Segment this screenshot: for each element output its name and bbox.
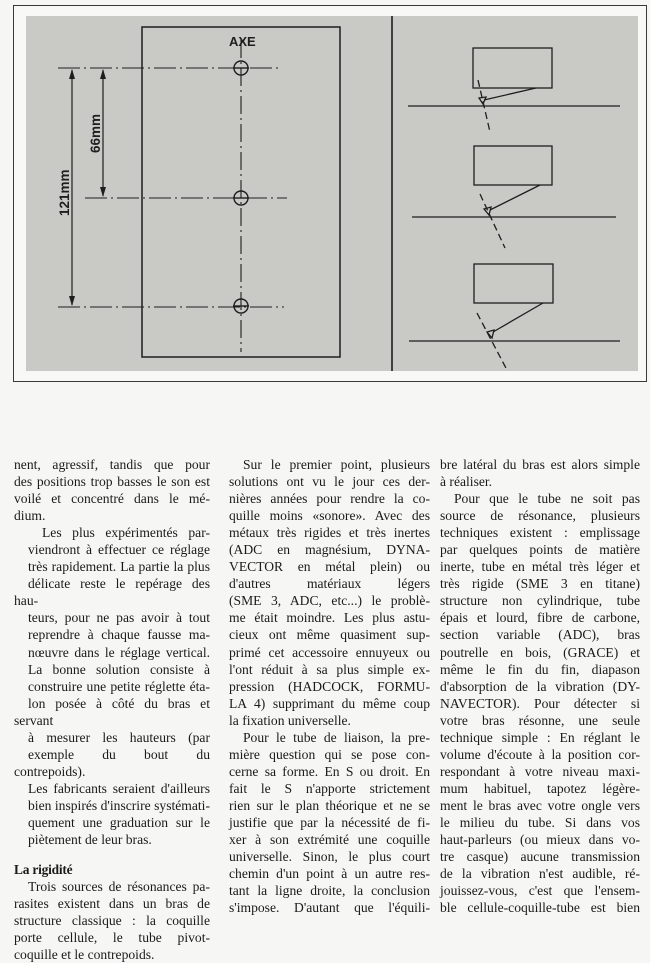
- text-line: viendront à effectuer ce réglage: [28, 542, 210, 558]
- figure-diagram: [0, 0, 650, 390]
- paragraph: [440, 490, 640, 916]
- text-line: exemple du bout du contrepoids).: [14, 746, 210, 779]
- text-line: structure non cylindrique, tube: [440, 593, 640, 609]
- text-line: tre casque) aucune transmission: [440, 849, 640, 865]
- text-line: à mesurer les hauteurs (par: [28, 729, 210, 745]
- dimension-121mm: 121mm: [57, 169, 72, 216]
- text-line: cieux ont même quasiment sup-: [229, 627, 430, 643]
- text-line: voilé et concentré dans le mé-: [14, 491, 210, 507]
- text-line: inerte, tube en métal très léger et: [440, 559, 640, 575]
- text-line: pression (HADCOCK, FORMU-: [229, 678, 430, 694]
- text-line: teurs, pour ne pas avoir à tout: [28, 610, 210, 626]
- text-line: ble cellule-coquille-tube est bien: [440, 900, 640, 916]
- text-line: métaux très rigides et très inertes: [229, 525, 430, 541]
- text-line: fait le S n'apporte strictement: [229, 780, 430, 796]
- text-line: xer à son extrémité une coquille: [229, 832, 430, 848]
- text-line: chemin d'un point à un autre res-: [229, 866, 430, 882]
- text-line: épais et lourd, fibre de carbone,: [440, 610, 640, 626]
- arm-position-middle: [412, 146, 616, 248]
- text-line: Pour que le tube ne soit pas: [454, 491, 640, 507]
- arm-position-high: [408, 48, 620, 132]
- text-line: Sur le premier point, plusieurs: [243, 457, 430, 472]
- text-line: rien sur le plan théorique et ne se: [229, 797, 430, 813]
- text-line: la fixation universelle.: [229, 712, 351, 728]
- text-line: VECTOR en métal plein) ou: [229, 559, 430, 575]
- text-line: votre bras résonne, une seule: [440, 712, 640, 728]
- text-line: (ADC en magnésium, DYNA-: [229, 542, 430, 558]
- paragraph: [229, 729, 430, 917]
- text-line: rasites existent dans un bras de: [14, 896, 210, 912]
- text-line: LA 4) supprimant du même coup: [229, 695, 430, 711]
- text-line: nières années pour rendre la co-: [229, 491, 430, 507]
- text-line: nent, agressif, tandis que pour: [14, 457, 210, 472]
- text-line: primé cet accessoire ennuyeux ou: [229, 644, 430, 660]
- text-line: des positions trop basses le son est: [14, 474, 210, 490]
- text-line: quement une graduation sur le: [28, 814, 210, 830]
- text-line: cerne sa forme. En S ou droit. En: [229, 763, 430, 779]
- text-column-1: [14, 456, 210, 963]
- text-line: lon posée à côté du bras et servant: [14, 695, 210, 728]
- text-line: technique simple : En réglant le: [440, 729, 640, 745]
- text-line: me était moindre. Les plus astu-: [229, 610, 430, 626]
- paragraph: [440, 456, 640, 490]
- text-line: l'ont réduit à sa plus simple ex-: [229, 661, 430, 677]
- text-line: quille moins «sonore». Avec des: [229, 508, 430, 524]
- text-line: à réaliser.: [440, 474, 493, 490]
- text-line: bre latéral du bras est alors simple: [440, 457, 640, 472]
- paragraph: [14, 878, 210, 963]
- text-line: porte cellule, le tube pivot-: [14, 930, 210, 946]
- text-line: respondant à votre niveau maxi-: [440, 763, 640, 779]
- dimension-66mm: 66mm: [88, 113, 103, 153]
- arm-position-low: [409, 264, 620, 370]
- text-line: d'autres matériaux légers: [229, 576, 430, 592]
- text-line: très rapidement. La partie la plus: [28, 559, 210, 575]
- text-line: ment le bras avec votre ongle vers: [440, 797, 640, 813]
- text-line: même le fin du fin, diapason: [440, 661, 640, 677]
- arrowhead-icon: [69, 69, 75, 79]
- text-line: mum habituel, tapotez légère-: [440, 780, 640, 796]
- text-line: délicate reste le repérage des hau-: [14, 576, 210, 609]
- text-line: structure classique : la coquille: [14, 913, 210, 929]
- section-heading: La rigidité: [14, 862, 73, 878]
- text-line: techniques existent : emplissage: [440, 525, 640, 541]
- text-line: NAVECTOR). Pour détecter si: [440, 695, 640, 711]
- text-line: reprendre à chaque fausse ma-: [28, 627, 210, 643]
- text-line: construire une petite réglette éta-: [28, 678, 210, 694]
- text-line: universelle. Sinon, le plus court: [229, 849, 430, 865]
- arrowhead-icon: [100, 69, 106, 79]
- text-line: Trois sources de résonances pa-: [28, 879, 210, 895]
- text-line: très rigide (SME 3 en titane): [440, 576, 640, 592]
- text-line: solutions ont vu le jour ces der-: [229, 474, 430, 490]
- text-line: dium.: [14, 508, 46, 524]
- text-line: section variable (ADC), bras: [440, 627, 640, 643]
- paragraph: [229, 456, 430, 729]
- text-line: coquille et le contrepoids.: [14, 947, 155, 963]
- text-column-2: [229, 456, 430, 916]
- text-line: Pour le tube de liaison, la pre-: [243, 729, 430, 745]
- text-line: piètement de leur bras.: [28, 832, 152, 848]
- text-column-3: [440, 456, 640, 916]
- arrowhead-icon: [100, 187, 106, 197]
- text-line: jouissez-vous, c'est que l'ensem-: [440, 883, 640, 899]
- text-line: (SME 3, ADC, etc...) le problè-: [229, 593, 430, 609]
- text-line: justifie que par la nécessité de fi-: [229, 814, 430, 830]
- text-line: le milieu du tube. Si dans vos: [440, 814, 640, 830]
- paragraph: [14, 456, 210, 524]
- text-line: volume d'écoute à la position cor-: [440, 746, 640, 762]
- text-line: par quelques points de matière: [440, 542, 640, 558]
- text-line: s'impose. D'autant que l'équili-: [229, 900, 430, 916]
- text-line: source de résonance, plusieurs: [440, 508, 640, 524]
- text-line: nœuvre dans le réglage vertical.: [28, 644, 210, 660]
- text-line: de la vibration n'est audible, ré-: [440, 866, 640, 882]
- text-line: mière question qui se pose con-: [229, 746, 430, 762]
- text-line: d'absorption de la vibration (DY-: [440, 678, 640, 694]
- text-line: La bonne solution consiste à: [28, 661, 210, 677]
- text-line: bien inspirés d'inscrire systémati-: [28, 797, 210, 813]
- text-line: tant la ligne droite, la conclusion: [229, 883, 430, 899]
- text-line: Les plus expérimentés par-: [42, 525, 210, 541]
- text-line: poutrelle en bois, (GRACE) et: [440, 644, 640, 660]
- text-line: haut-parleurs (ou mieux dans vo-: [440, 832, 640, 848]
- text-line: Les fabricants seraient d'ailleurs: [28, 780, 210, 796]
- paragraph: [14, 524, 210, 848]
- axis-label: AXE: [229, 34, 256, 49]
- arrowhead-icon: [69, 296, 75, 306]
